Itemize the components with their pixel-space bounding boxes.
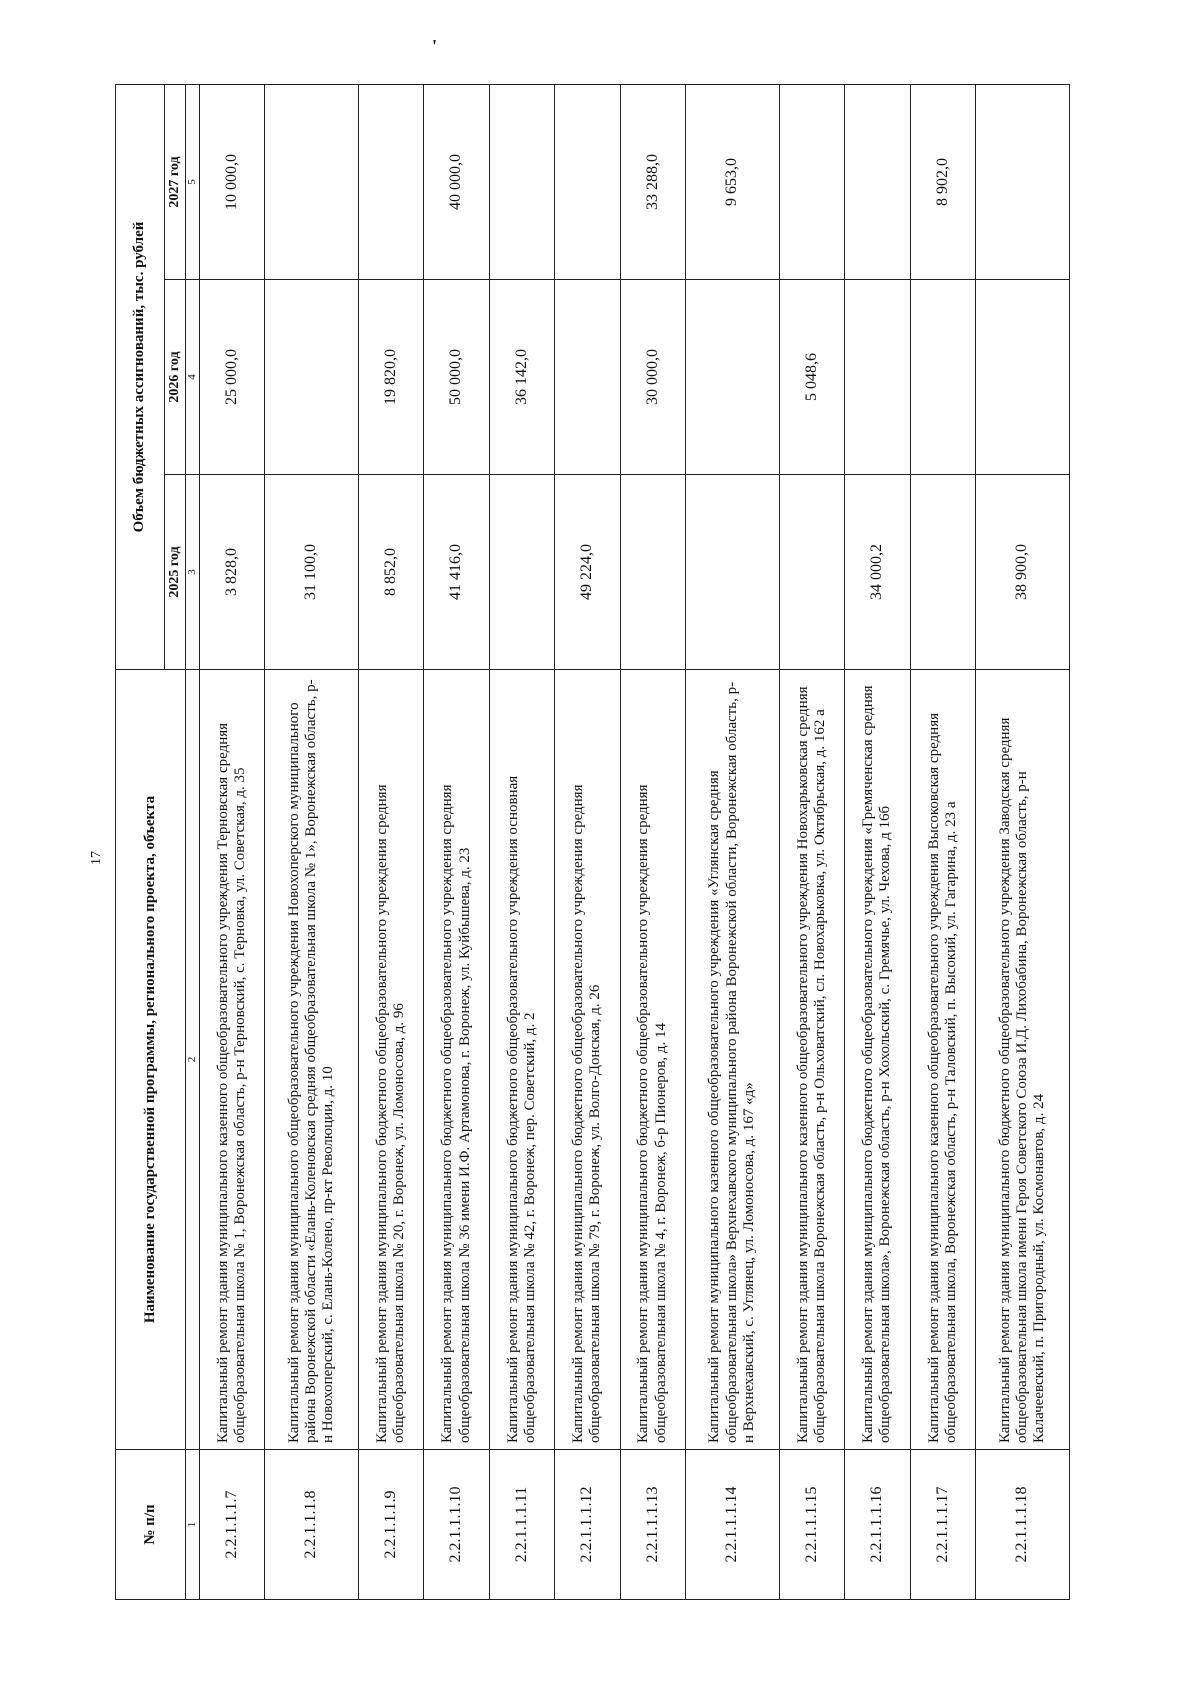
row-name: Капитальный ремонт здания муниципального казенного общеобразовательного учреждения Терновская средняя общеобразовательная школа № 1, Воронежская область, р-н Терновский, с. Терновка, ул. Советская, д. 35 <box>199 670 264 1450</box>
row-number: 2.2.1.1.1.12 <box>555 1450 620 1600</box>
row-name: Капитальный ремонт здания муниципального бюджетного общеобразовательного учреждения средняя общеобразовательная школа № 20, г. Воронеж, ул. Ломоносова, д. 96 <box>359 670 424 1450</box>
value-2027: 40 000,0 <box>424 85 489 280</box>
row-name: Капитальный ремонт здания муниципального казенного общеобразовательного учреждения Высоковская средняя общеобразовательная школа, Воронежская область, р-н Таловский, п. Высокий, ул. Гагарина, д. 23 а <box>910 670 975 1450</box>
row-name: Капитальный ремонт здания муниципального бюджетного общеобразовательного учреждения Заводская средняя общеобразовательная школа имени Героя Советского Союза И.Д. Лихобабина, Воронежская область, р-н Калачеевский, п. Пригородный, ул. Космонавтов, д. 24 <box>975 670 1069 1450</box>
column-index: 5 <box>186 85 200 280</box>
value-2027 <box>975 85 1069 280</box>
table-row <box>910 85 975 1600</box>
value-2027: 8 902,0 <box>910 85 975 280</box>
table-row <box>489 85 554 1600</box>
value-2025 <box>910 475 975 670</box>
value-2025: 49 224,0 <box>555 475 620 670</box>
row-name: Капитальный ремонт здания муниципального общеобразовательного учреждения Новохоперского муниципального района Воронежской области «Елань-Коленовская средняя общеобразовательная школа № 1», Воронежская область, р-н Новохоперский, с. Елань-Колено, пр-кт Революции, д. 10 <box>265 670 359 1450</box>
row-number: 2.2.1.1.1.8 <box>265 1450 359 1600</box>
table-row <box>975 85 1069 1600</box>
table-row <box>779 85 844 1600</box>
table-row <box>265 85 359 1600</box>
value-2025: 3 828,0 <box>199 475 264 670</box>
value-2025 <box>685 475 779 670</box>
header-budget-group: Объем бюджетных ассигнований, тыс. рублей <box>116 85 165 670</box>
row-name: Капитальный ремонт муниципального казенного общеобразовательного учреждения «Углянская средняя общеобразовательная школа» Верхнехавского муниципального района Воронежской области, Воронежская область, р-н Верхнехавский, с. Углянец, ул. Ломоносова, д. 167 «д» <box>685 670 779 1450</box>
value-2027: 9 653,0 <box>685 85 779 280</box>
value-2025: 34 000,2 <box>845 475 910 670</box>
row-name: Капитальный ремонт здания муниципального бюджетного общеобразовательного учреждения средняя общеобразовательная школа № 36 имени И.Ф. Артамонова, г. Воронеж, ул. Куйбышева, д. 23 <box>424 670 489 1450</box>
table-header-row <box>116 85 165 1600</box>
row-number: 2.2.1.1.1.10 <box>424 1450 489 1600</box>
value-2026: 36 142,0 <box>489 280 554 475</box>
row-name: Капитальный ремонт здания муниципального бюджетного общеобразовательного учреждения средняя общеобразовательная школа № 79, г. Воронеж, ул. Волго-Донская, д. 26 <box>555 670 620 1450</box>
value-2026 <box>845 280 910 475</box>
value-2026 <box>975 280 1069 475</box>
header-number: № п/п <box>116 1450 186 1600</box>
rotated-table-wrapper <box>115 85 1070 1600</box>
value-2026: 30 000,0 <box>620 280 685 475</box>
row-number: 2.2.1.1.1.11 <box>489 1450 554 1600</box>
value-2027 <box>779 85 844 280</box>
value-2027 <box>359 85 424 280</box>
value-2026 <box>910 280 975 475</box>
column-index: 4 <box>186 280 200 475</box>
value-2025: 31 100,0 <box>265 475 359 670</box>
row-number: 2.2.1.1.1.16 <box>845 1450 910 1600</box>
value-2026 <box>555 280 620 475</box>
column-index: 1 <box>186 1450 200 1600</box>
table-row <box>199 85 264 1600</box>
row-number: 2.2.1.1.1.7 <box>199 1450 264 1600</box>
table-row <box>685 85 779 1600</box>
value-2027 <box>265 85 359 280</box>
column-index-row <box>186 85 200 1600</box>
table-row <box>845 85 910 1600</box>
column-index: 2 <box>186 670 200 1450</box>
value-2027: 33 288,0 <box>620 85 685 280</box>
row-name: Капитальный ремонт здания муниципального казенного общеобразовательного учреждения Новохарьковская средняя общеобразовательная школа Воронежская область, р-н Ольховатский, сл. Новохарьковка, ул. Октябрьская, д. 162 а <box>779 670 844 1450</box>
row-number: 2.2.1.1.1.17 <box>910 1450 975 1600</box>
header-year-2027: 2027 год <box>165 85 186 280</box>
table-row <box>620 85 685 1600</box>
header-year-2026: 2026 год <box>165 280 186 475</box>
value-2027 <box>845 85 910 280</box>
row-number: 2.2.1.1.1.15 <box>779 1450 844 1600</box>
header-name: Наименование государственной программы, регионального проекта, объекта <box>116 670 186 1450</box>
row-number: 2.2.1.1.1.9 <box>359 1450 424 1600</box>
value-2025: 41 416,0 <box>424 475 489 670</box>
value-2026: 19 820,0 <box>359 280 424 475</box>
row-number: 2.2.1.1.1.18 <box>975 1450 1069 1600</box>
value-2025: 38 900,0 <box>975 475 1069 670</box>
value-2026 <box>265 280 359 475</box>
row-name: Капитальный ремонт здания муниципального бюджетного общеобразовательного учреждения «Гремяченская средняя общеобразовательная школа», Воронежская область, р-н Хохольский, с. Гремячье, ул. Чехова, д 16б <box>845 670 910 1450</box>
value-2025: 8 852,0 <box>359 475 424 670</box>
row-number: 2.2.1.1.1.14 <box>685 1450 779 1600</box>
value-2025 <box>489 475 554 670</box>
value-2025 <box>779 475 844 670</box>
table-row <box>424 85 489 1600</box>
value-2026: 5 048,6 <box>779 280 844 475</box>
row-number: 2.2.1.1.1.13 <box>620 1450 685 1600</box>
value-2027: 10 000,0 <box>199 85 264 280</box>
table-row <box>555 85 620 1600</box>
value-2027 <box>555 85 620 280</box>
budget-table <box>115 84 1070 1600</box>
column-index: 3 <box>186 475 200 670</box>
table-row <box>359 85 424 1600</box>
value-2025 <box>620 475 685 670</box>
value-2026: 25 000,0 <box>199 280 264 475</box>
value-2026: 50 000,0 <box>424 280 489 475</box>
row-name: Капитальный ремонт здания муниципального бюджетного общеобразовательного учреждения средняя общеобразовательная школа № 4, г. Воронеж, б-р Пионеров, д. 14 <box>620 670 685 1450</box>
value-2027 <box>489 85 554 280</box>
row-name: Капитальный ремонт здания муниципального бюджетного общеобразовательного учреждения основная общеобразовательная школа № 42, г. Воронеж, пер. Советский, д. 2 <box>489 670 554 1450</box>
value-2026 <box>685 280 779 475</box>
corner-mark: ' <box>432 36 438 56</box>
page-number: 17 <box>89 851 104 865</box>
header-year-2025: 2025 год <box>165 475 186 670</box>
